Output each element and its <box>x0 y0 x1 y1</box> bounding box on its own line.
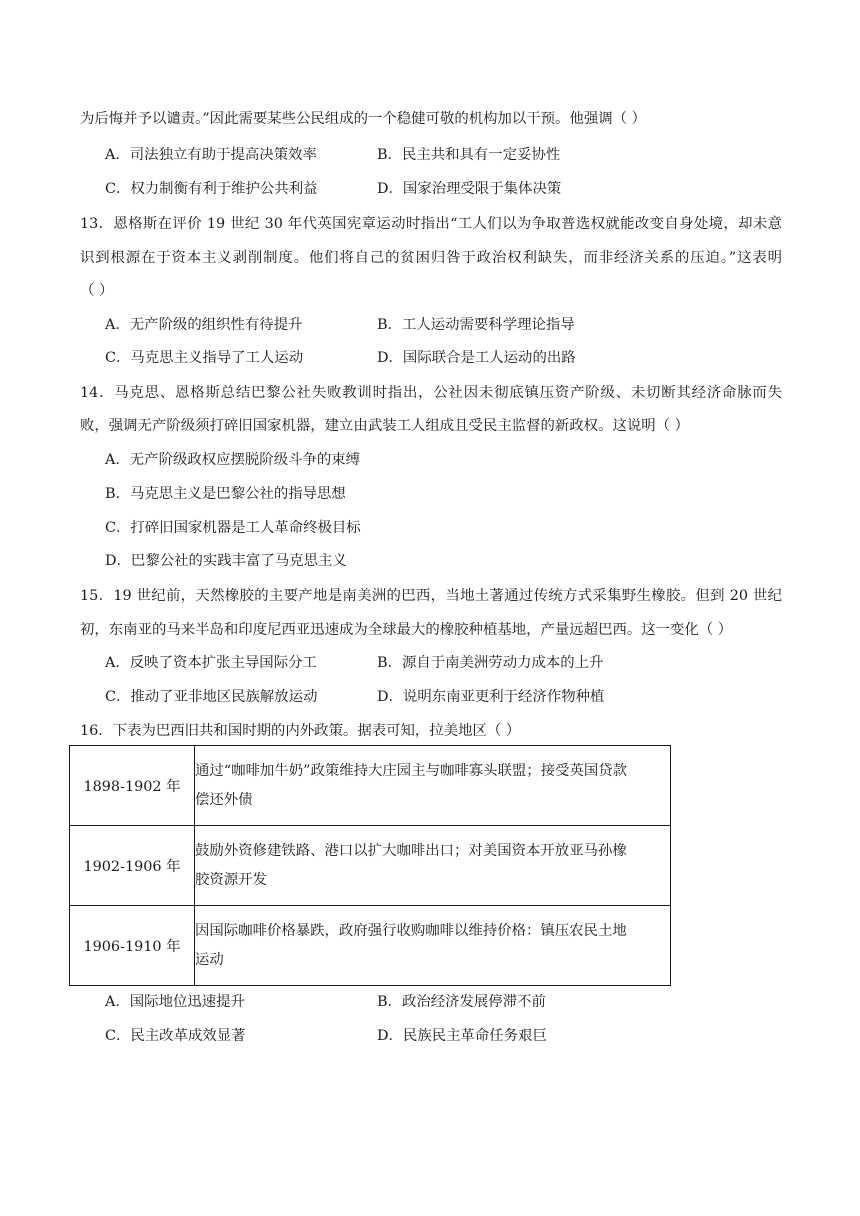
q15-option-d[interactable]: D．说明东南亚更利于经济作物种植 <box>377 689 605 705</box>
q16-option-a[interactable]: A．国际地位迅速提升 <box>105 994 245 1010</box>
q15-option-b[interactable]: B．源自于南美洲劳动力成本的上升 <box>377 655 604 671</box>
q13-option-d[interactable]: D．国际联合是工人运动的出路 <box>377 350 576 366</box>
q15-option-c[interactable]: C．推动了亚非地区民族解放运动 <box>105 689 318 705</box>
q13-option-b[interactable]: B．工人运动需要科学理论指导 <box>377 317 575 333</box>
q16-option-d[interactable]: D．民族民主革命任务艰巨 <box>377 1028 547 1044</box>
q14-option-c[interactable]: C．打碎旧国家机器是工人革命终极目标 <box>105 520 361 536</box>
q15-option-a[interactable]: A．反映了资本扩张主导国际分工 <box>105 655 317 671</box>
q14-stem-line-2: 败，强调无产阶级须打碎旧国家机器，建立由武装工人组成且受民主监督的新政权。这说明（ ） <box>80 418 689 434</box>
policy-line: 鼓励外资修建铁路、港口以扩大咖啡出口；对美国资本开放亚马孙橡 <box>195 842 627 859</box>
q13-option-c[interactable]: C．马克思主义指导了工人运动 <box>105 350 304 366</box>
q14-stem-line-1: 14．马克思、恩格斯总结巴黎公社失败教训时指出，公社因未彻底镇压资产阶级、未切断其经济命脉而失 <box>80 385 782 401</box>
period-cell: 1902-1906 年 <box>70 826 195 906</box>
policy-line: 运动 <box>195 951 224 968</box>
q15-stem-line-2: 初，东南亚的马来半岛和印度尼西亚迅速成为全球最大的橡胶种植基地，产量远超巴西。这一变化（ ） <box>80 622 733 638</box>
q15-stem-line-1: 15．19 世纪前，天然橡胶的主要产地是南美洲的巴西，当地土著通过传统方式采集野生橡胶。但到 20 世纪 <box>80 588 782 604</box>
policy-line: 通过“咖啡加牛奶”政策维持大庄园主与咖啡寡头联盟；接受英国贷款 <box>195 762 628 779</box>
table-row <box>70 826 671 906</box>
q16-option-c[interactable]: C．民主改革成效显著 <box>105 1028 246 1044</box>
policy-line: 偿还外债 <box>195 791 253 808</box>
q12-option-c[interactable]: C．权力制衡有利于维护公共利益 <box>105 181 318 197</box>
q12-option-a[interactable]: A．司法独立有助于提高决策效率 <box>105 147 317 163</box>
policy-line: 胶资源开发 <box>195 871 267 888</box>
policy-line: 因国际咖啡价格暴跌，政府强行收购咖啡以维持价格：镇压农民土地 <box>195 922 627 939</box>
policy-cell <box>195 906 671 986</box>
q12-option-d[interactable]: D．国家治理受限于集体决策 <box>377 181 562 197</box>
q13-option-a[interactable]: A．无产阶级的组织性有待提升 <box>105 317 303 333</box>
policy-cell <box>195 826 671 906</box>
q14-option-a[interactable]: A．无产阶级政权应摆脱阶级斗争的束缚 <box>105 452 361 468</box>
q16-option-b[interactable]: B．政治经济发展停滞不前 <box>377 994 546 1010</box>
q12-stem-tail: 为后悔并予以谴责。”因此需要某些公民组成的一个稳健可敬的机构加以干预。他强调（ ） <box>80 111 646 127</box>
q13-stem-line-3: （ ） <box>80 283 114 299</box>
q12-option-b[interactable]: B．民主共和具有一定妥协性 <box>377 147 561 163</box>
q14-option-d[interactable]: D．巴黎公社的实践丰富了马克思主义 <box>105 553 347 569</box>
table-row <box>70 906 671 986</box>
table-row <box>70 746 671 826</box>
period-cell: 1898-1902 年 <box>70 746 195 826</box>
q13-stem-line-1: 13．恩格斯在评价 19 世纪 30 年代英国宪章运动时指出“工人们以为争取普选权就能改变自身处境，却未意 <box>80 216 782 232</box>
policy-table <box>69 745 671 986</box>
q14-option-b[interactable]: B．马克思主义是巴黎公社的指导思想 <box>105 486 346 502</box>
q13-stem-line-2: 识到根源在于资本主义剥削制度。他们将自己的贫困归咎于政治权利缺失，而非经济关系的压迫。”这表明 <box>80 250 782 266</box>
q16-stem: 16．下表为巴西旧共和国时期的内外政策。据表可知，拉美地区（ ） <box>80 723 521 739</box>
period-cell: 1906-1910 年 <box>70 906 195 986</box>
policy-cell <box>195 746 671 826</box>
